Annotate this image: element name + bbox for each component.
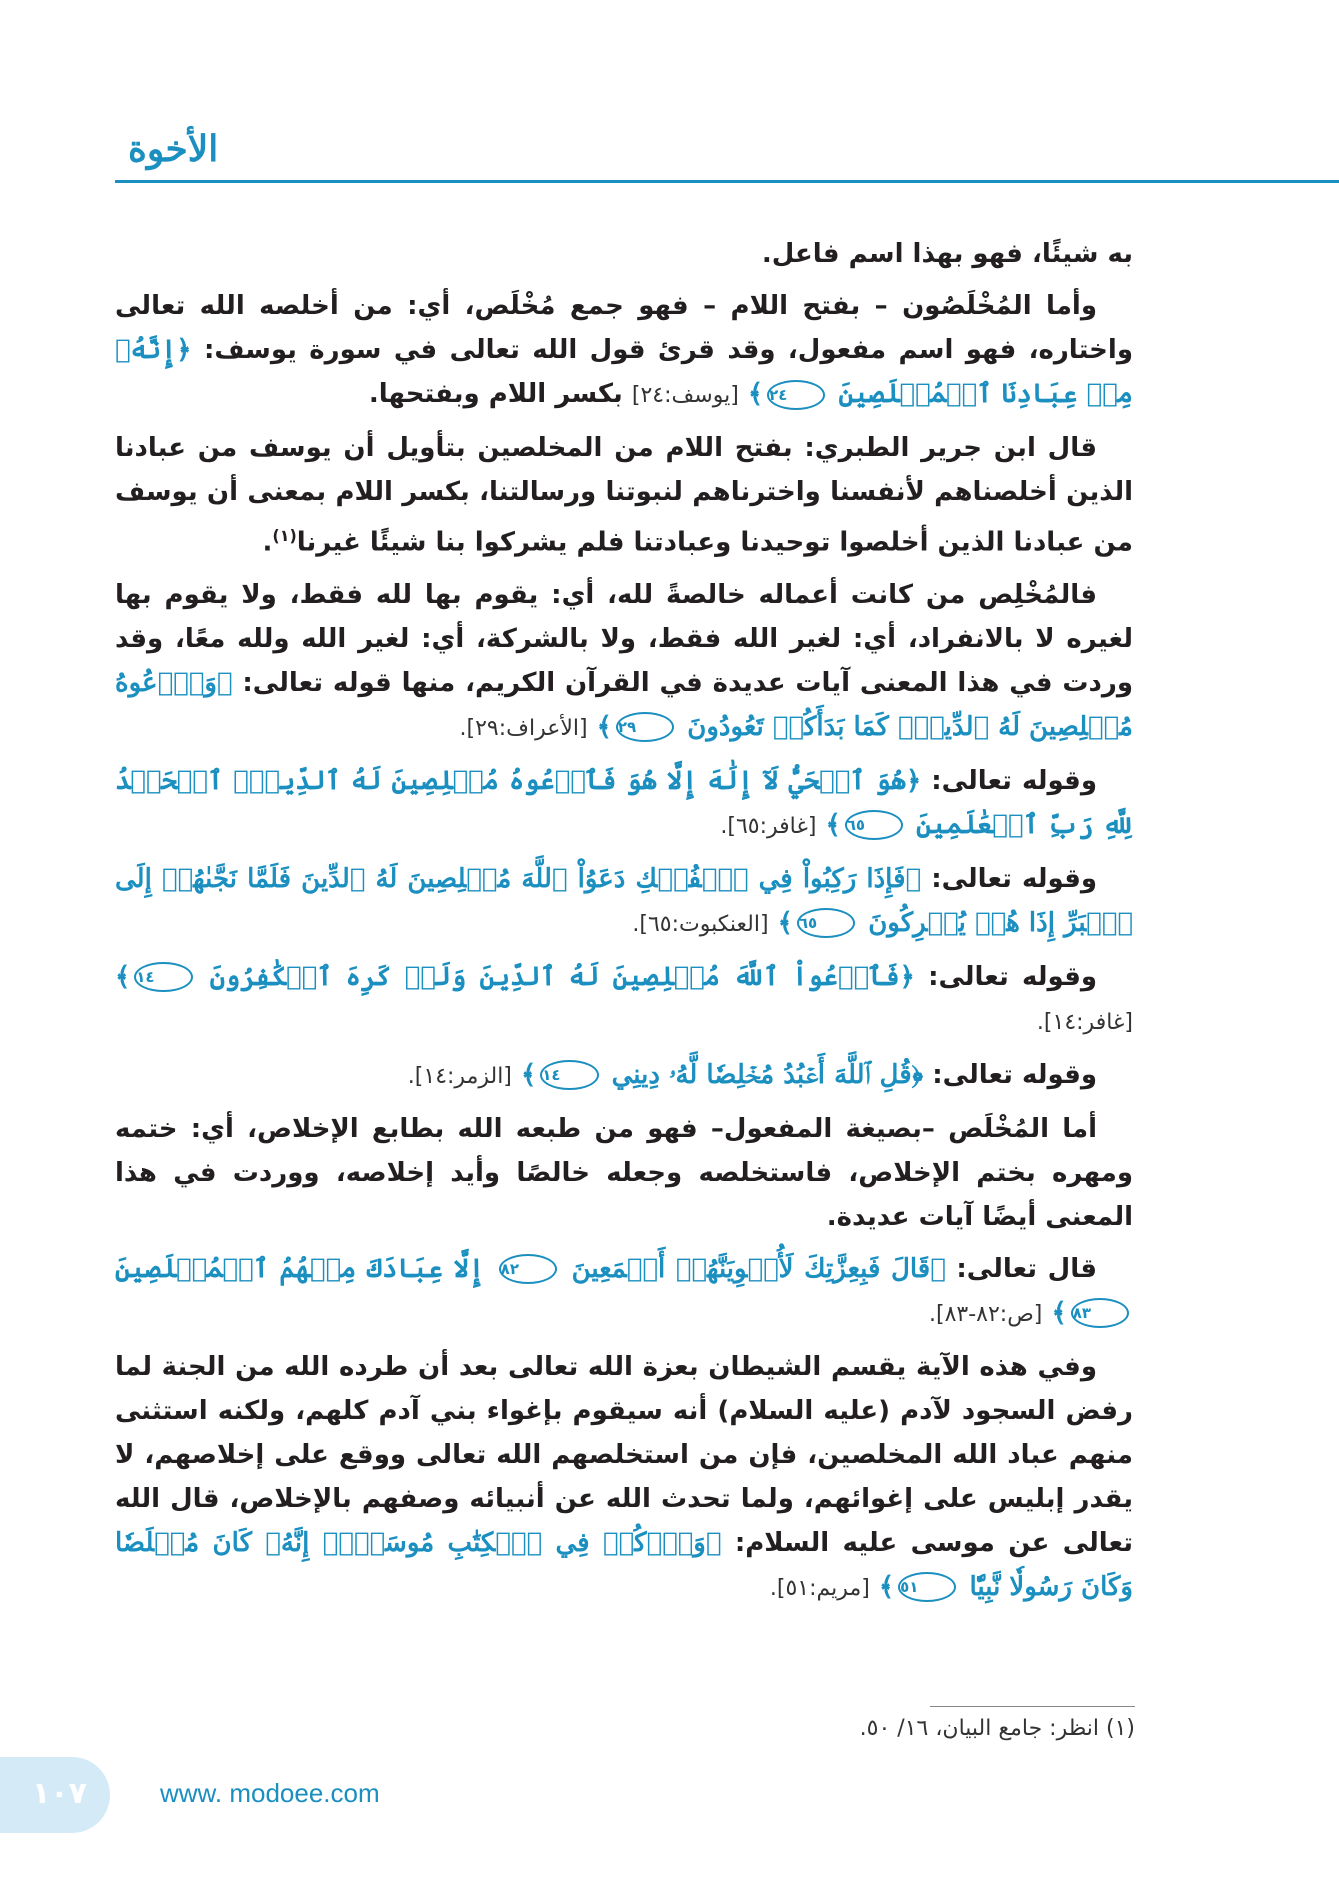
ayah-number: ١٤ (134, 962, 192, 992)
ayah-number: ٨٢ (499, 1254, 557, 1284)
page-number: ١٠٧ (32, 1776, 87, 1811)
quran-verse: ﴿قُلِ ٱللَّهَ أَعۡبُدُ مُخۡلِصٗا لَّهُۥ دِينِي (611, 1059, 924, 1090)
footnote: (١) انظر: جامع البيان، ١٦/ ٥٠. (859, 1716, 1135, 1741)
ayah-number: ٦٥ (845, 810, 903, 840)
footnote-marker[interactable]: (١) (272, 526, 297, 545)
page-body (115, 232, 1133, 1619)
paragraph: وقوله تعالى: ﴿قُلِ ٱللَّهَ أَعۡبُدُ مُخۡلِصٗا لَّهُۥ دِينِي ١٤﴾ [الزمر:١٤]. (407, 1059, 1097, 1090)
ayah-number: ١٤ (540, 1060, 598, 1090)
paragraph: وقوله تعالى: ﴿فَٱدۡعُواْ ٱللَّهَ مُخۡلِصِينَ لَهُ ٱلدِّينَ وَلَوۡ كَرِهَ ٱلۡكَٰفِرُونَ ١٤﴾ [غافر:١٤]. (115, 961, 1133, 1035)
ayah-number: ٨٣ (1071, 1298, 1129, 1328)
verse-reference: [الأعراف:٢٩]. (459, 715, 588, 741)
verse-reference: [مريم:٥١]. (769, 1575, 870, 1601)
paragraph: به شيئًا، فهو بهذا اسم فاعل. (761, 239, 1133, 269)
paragraph: قال تعالى: ﴿قَالَ فَبِعِزَّتِكَ لَأُغۡوِيَنَّهُمۡ أَجۡمَعِينَ ٨٢ إِلَّا عِبَادَكَ مِنۡهُمُ ٱلۡمُخۡلَصِينَ ٨٣﴾ [ص:٨٢-٨٣]. (115, 1247, 1133, 1337)
header-rule (115, 180, 1339, 183)
verse-reference: [العنكبوت:٦٥]. (632, 911, 769, 937)
verse-reference: [ص:٨٢-٨٣]. (928, 1301, 1043, 1327)
ayah-number: ٢٩ (616, 712, 674, 742)
verse-reference: [يوسف:٢٤] (631, 383, 739, 408)
running-header-title: الأخوة (128, 128, 219, 170)
quran-verse: ﴿وَٱدۡعُوهُ مُخۡلِصِينَ لَهُ ٱلدِّينَۚ كَمَا بَدَأَكُمۡ تَعُودُونَ (115, 667, 1133, 742)
quran-verse: إِلَّا عِبَادَكَ مِنۡهُمُ ٱلۡمُخۡلَصِينَ (115, 1253, 485, 1284)
quran-verse: ﴿فَإِذَا رَكِبُواْ فِي ٱلۡفُلۡكِ دَعَوُاْ ٱللَّهَ مُخۡلِصِينَ لَهُ ٱلدِّينَ فَلَمَّا نَجَّىٰهُمۡ إِلَى ٱلۡبَرِّ إِذَا هُمۡ يُشۡرِكُونَ (115, 863, 1133, 938)
verse-reference: [غافر:٦٥]. (720, 813, 817, 839)
paragraph-text: وفي هذه الآية يقسم الشيطان بعزة الله تعالى بعد أن طرده الله من الجنة لما رفض السجود لآدم (عليه السلام) أنه سيقوم بإغواء بني آدم كلهم، ولكنه استثنى منهم عباد الله المخلصين، فإن من استخلصهم الله تعالى ووقع على إخلاصهم، لا يقدر إبليس على إغوائهم، ولما تحدث الله عن أنبيائه وصفهم بالإخلاص، قال الله تعالى عن موسى عليه السلام: (115, 1351, 1133, 1558)
ayah-number: ٢٤ (767, 380, 825, 410)
website-link[interactable]: www. modoee.com (160, 1778, 380, 1808)
quran-verse: ﴿هُوَ ٱلۡحَيُّ لَآ إِلَٰهَ إِلَّا هُوَ فَٱدۡعُوهُ مُخۡلِصِينَ لَهُ ٱلدِّينَۗ ٱلۡحَمۡدُ لِلَّهِ رَبِّ ٱلۡعَٰلَمِينَ (115, 765, 1133, 840)
ayah-number: ٦٥ (797, 908, 855, 938)
quran-verse: ﴿وَٱذۡكُرۡ فِي ٱلۡكِتَٰبِ مُوسَىٰٓۚ إِنَّهُۥ كَانَ مُخۡلَصٗا وَكَانَ رَسُولٗا نَّبِيّٗا (115, 1527, 1133, 1602)
paragraph: قال ابن جرير الطبري: بفتح اللام من المخلصين بتأويل أن يوسف من عبادنا الذين أخلصناهم لأنفسنا واخترناهم لنبوتنا ورسالتنا، بكسر اللام بمعنى أن يوسف من عبادنا الذين أخلصوا توحيدنا وعبادتنا فلم يشركوا بنا شيئًا غيرنا$^{(١)}$. (115, 433, 1133, 558)
quran-verse: ﴿إِنَّهُۥ مِنۡ عِبَادِنَا ٱلۡمُخۡلَصِينَ (115, 335, 1133, 409)
paragraph (115, 1107, 1133, 1239)
paragraph: وأما المُخْلَصُون – بفتح اللام – فهو جمع مُخْلَص، أي: من أخلصه الله تعالى واختاره، فهو اسم مفعول، وقد قرئ قول الله تعالى في سورة يوسف: ﴿إِنَّهُۥ مِنۡ عِبَادِنَا ٱلۡمُخۡلَصِينَ ٢٤﴾ [يوسف:٢٤] بكسر اللام وبفتحها. (115, 291, 1133, 409)
ayah-number: ٥١ (898, 1572, 956, 1602)
paragraph-text: قال ابن جرير الطبري: بفتح اللام من المخلصين بتأويل أن يوسف من عبادنا الذين أخلصناهم لأنفسنا واخترناهم لنبوتنا ورسالتنا، بكسر اللام بمعنى أن يوسف من عبادنا الذين أخلصوا توحيدنا وعبادتنا فلم يشركوا بنا شيئًا غيرنا (115, 433, 1133, 558)
paragraph-text: فالمُخْلِص من كانت أعماله خالصةً لله، أي: يقوم بها لله فقط، ولا يقوم بها لغيره لا بالانفراد، أي: لغير الله فقط، ولا بالشركة، أي: لغير الله ولله معًا، وقد وردت في هذا المعنى آيات عديدة في القرآن الكريم، منها قوله تعالى: (115, 579, 1133, 698)
paragraph: وقوله تعالى: ﴿هُوَ ٱلۡحَيُّ لَآ إِلَٰهَ إِلَّا هُوَ فَٱدۡعُوهُ مُخۡلِصِينَ لَهُ ٱلدِّينَۗ ٱلۡحَمۡدُ لِلَّهِ رَبِّ ٱلۡعَٰلَمِينَ ٦٥﴾ [غافر:٦٥]. (115, 765, 1133, 840)
verse-reference: [غافر:١٤]. (1036, 1009, 1133, 1035)
paragraph: وقوله تعالى: ﴿فَإِذَا رَكِبُواْ فِي ٱلۡفُلۡكِ دَعَوُاْ ٱللَّهَ مُخۡلِصِينَ لَهُ ٱلدِّينَ فَلَمَّا نَجَّىٰهُمۡ إِلَى ٱلۡبَرِّ إِذَا هُمۡ يُشۡرِكُونَ ٦٥﴾ [العنكبوت:٦٥]. (115, 863, 1133, 938)
paragraph-text: أما المُخْلَص –بصيغة المفعول– فهو من طبعه الله بطابع الإخلاص، أي: ختمه ومهره بختم الإخلاص، فاستخلصه وجعله خالصًا وأيد إخلاصه، ووردت في هذا المعنى أيضًا آيات عديدة. (115, 1113, 1133, 1232)
verse-reference: [الزمر:١٤]. (407, 1063, 512, 1089)
quran-verse: ﴿فَٱدۡعُواْ ٱللَّهَ مُخۡلِصِينَ لَهُ ٱلدِّينَ وَلَوۡ كَرِهَ ٱلۡكَٰفِرُونَ (209, 961, 915, 992)
footnote-separator (930, 1706, 1135, 1707)
paragraph: وفي هذه الآية يقسم الشيطان بعزة الله تعالى بعد أن طرده الله من الجنة لما رفض السجود لآدم (عليه السلام) أنه سيقوم بإغواء بني آدم كلهم، ولكنه استثنى منهم عباد الله المخلصين، فإن من استخلصهم الله تعالى ووقع على إخلاصهم، لا يقدر إبليس على إغوائهم، ولما تحدث الله عن أنبيائه وصفهم بالإخلاص، قال الله تعالى عن موسى عليه السلام: ﴿وَٱذۡكُرۡ فِي ٱلۡكِتَٰبِ مُوسَىٰٓۚ إِنَّهُۥ كَانَ مُخۡلَصٗا وَكَانَ رَسُولٗا نَّبِيّٗا ٥١﴾ [مريم:٥١]. (115, 1351, 1133, 1602)
quran-verse: ﴿قَالَ فَبِعِزَّتِكَ لَأُغۡوِيَنَّهُمۡ أَجۡمَعِينَ (571, 1253, 946, 1284)
paragraph-text: وأما المُخْلَصُون – بفتح اللام – فهو جمع مُخْلَص، أي: من أخلصه الله تعالى واختاره، فهو اسم مفعول، وقد قرئ قول الله تعالى في سورة يوسف: (115, 291, 1133, 365)
paragraph: فالمُخْلِص من كانت أعماله خالصةً لله، أي: يقوم بها لله فقط، ولا يقوم بها لغيره لا بالانفراد، أي: لغير الله فقط، ولا بالشركة، أي: لغير الله ولله معًا، وقد وردت في هذا المعنى آيات عديدة في القرآن الكريم، منها قوله تعالى: ﴿وَٱدۡعُوهُ مُخۡلِصِينَ لَهُ ٱلدِّينَۚ كَمَا بَدَأَكُمۡ تَعُودُونَ ٢٩﴾ [الأعراف:٢٩]. (115, 579, 1133, 742)
